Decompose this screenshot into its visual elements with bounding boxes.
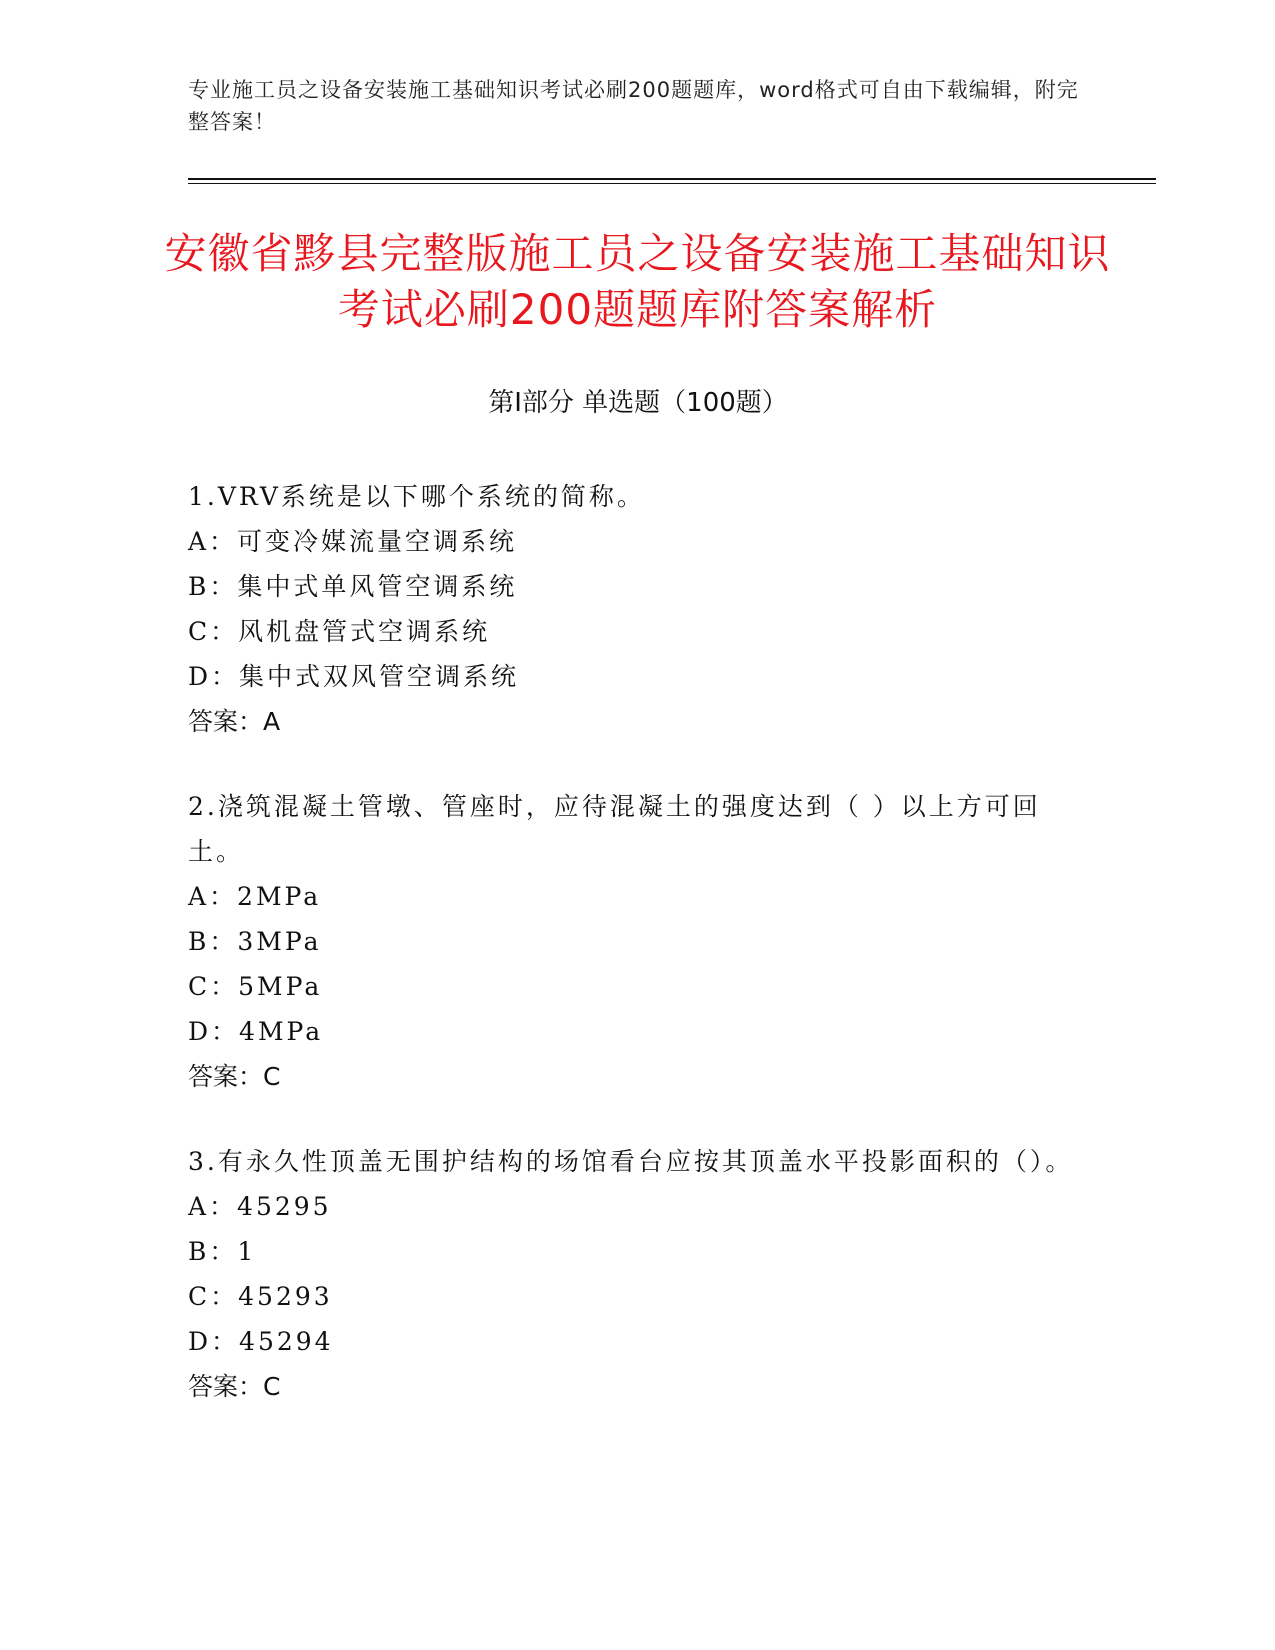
option-b: B：3MPa [188,927,322,956]
option-b: B：集中式单风管空调系统 [188,572,518,601]
option-d: D：4MPa [188,1017,324,1046]
question-stem: 3.有永久性顶盖无围护结构的场馆看台应按其顶盖水平投影面积的（）。 [188,1147,1074,1176]
question-3 [188,1139,1088,1409]
answer: 答案：A [188,707,281,736]
question-stem: 2.浇筑混凝土管墩、管座时，应待混凝土的强度达到（ ）以上方可回土。 [188,792,1041,866]
question-2 [188,784,1088,1099]
question-1 [188,474,1088,744]
question-stem: 1.VRV系统是以下哪个系统的简称。 [188,482,645,511]
header-divider-thin [188,183,1156,184]
option-c: C：5MPa [188,972,323,1001]
answer: 答案：C [188,1372,281,1401]
header-divider-thick [188,178,1156,180]
document-title: 安徽省黟县完整版施工员之设备安装施工基础知识考试必刷200题题库附答案解析 [164,229,1111,334]
option-c: C：风机盘管式空调系统 [188,617,491,646]
option-c: C：45293 [188,1282,333,1311]
option-a: A：2MPa [188,882,322,911]
header-note: 专业施工员之设备安装施工基础知识考试必刷200题题库，word格式可自由下载编辑，附完整答案！ [188,78,1079,134]
answer: 答案：C [188,1062,281,1091]
option-a: A：45295 [188,1192,332,1221]
option-d: D：45294 [188,1327,334,1356]
question-list [188,474,1088,1449]
option-b: B：1 [188,1237,257,1266]
option-d: D：集中式双风管空调系统 [188,662,520,691]
option-a: A：可变冷媒流量空调系统 [188,527,518,556]
section-heading: 第Ⅰ部分 单选题（100题） [488,388,788,418]
